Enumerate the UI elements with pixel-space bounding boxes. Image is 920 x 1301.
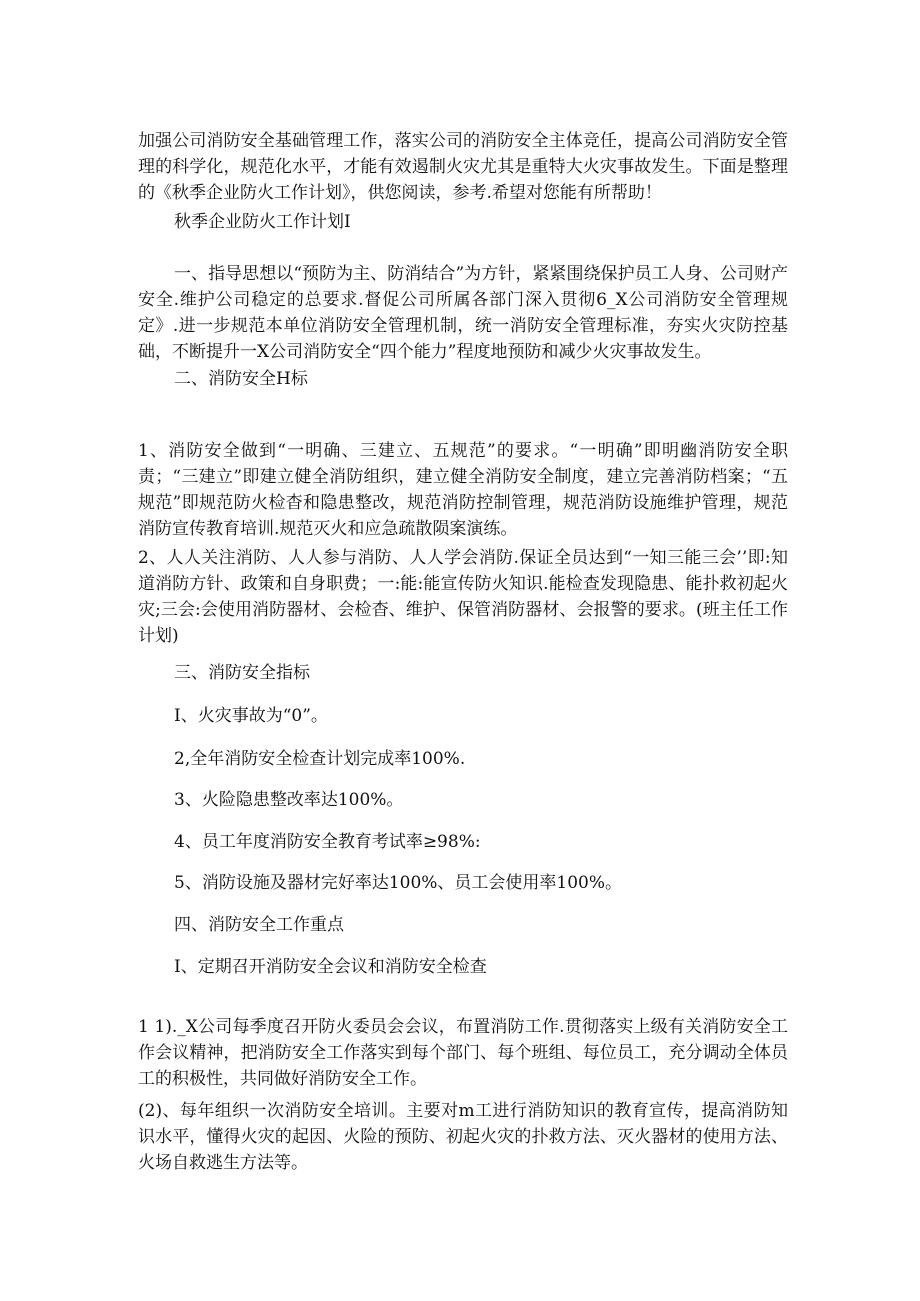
section3-heading: 三、消防安全指标	[174, 663, 310, 683]
focus1-sub-item-1: 1 1)._X公司每季度召开防火委员会会议，布置消防工作.贯彻落实上级有关消防安全工作会议精神，把消防安全工作落实到每个部门、每个班组、每位员工，充分调动全体员工的积极性，共同做好消防安全工作。	[138, 1017, 788, 1089]
focus1-sub-item-2: (2)、每年组织一次消防安全培训。主要对m工进行消防知识的教育宣传，提高消防知识水平，懂得火灾的起因、火险的预防、初起火灾的扑救方法、灭火器材的使用方法、火场自救逃生方法等。	[138, 1101, 788, 1173]
index-item-1: I、火灾事故为“0”。	[174, 706, 328, 726]
focus1-heading: I、定期召开消防安全会议和消防安全检查	[174, 957, 487, 977]
section1-paragraph: 一、指导思想以“预防为主、防消结合”为方针，紧紧围绕保护员工人身、公司财产安全.维护公司稳定的总要求.督促公司所属各部门深入贯彻6_X公司消防安全管理规定》.进一步规范本单位消防安全管理机制，统一消防安全管理标准，夯实火灾防控基础，不断提升一X公司消防安全“四个能力”程度地预防和减少火灾事故发生。	[138, 264, 788, 362]
goal-item-2: 2、人人关注消防、人人参与消防、人人学会消防.保证全员达到“一知三能三会’’即:知道消防方针、政策和自身职费；一:能:能宣传防火知识.能检查发现隐患、能扑救初起火灾;三会:会使用消防器材、会检杳、维护、保管消防器材、会报警的要求。(班主任工作计划)	[138, 548, 788, 646]
goal-item-1: 1、消防安全做到“一明确、三建立、五规范”的要求。“一明确”即明幽消防安全职责；“三建立”即建立健全消防组织，建立健全消防安全制度，建立完善消防档案；“五规范”即规范防火检杳和隐患整改，规范消防控制管理，规范消防设施维护管理，规范消防宣传教育培训.规范灭火和应急疏散陨案演练。	[138, 441, 788, 539]
index-item-2: 2,全年消防安全检查计划完成率100%.	[174, 749, 466, 769]
plan-title: 秋季企业防火工作计划I	[174, 212, 351, 232]
section2-heading: 二、消防安全H标	[174, 369, 308, 389]
intro-paragraph: 加强公司消防安全基础管理工作，落实公司的消防安全主体竞任，提高公司消防安全管理的科学化，规范化水平，才能有效遏制火灾尤其是重特大火灾事故发生。下面是整理的《秋季企业防火工作计划》，供您阅读，参考.希望对您能有所帮助！	[138, 131, 788, 203]
index-item-5: 5、消防设施及器材完好率达100%、员工会使用率100%。	[174, 873, 623, 893]
index-item-4: 4、员工年度消防安全教育考试率≥98%:	[174, 832, 481, 852]
section4-heading: 四、消防安全工作重点	[174, 915, 344, 935]
index-item-3: 3、火险隐患整改率达100%。	[174, 790, 404, 810]
